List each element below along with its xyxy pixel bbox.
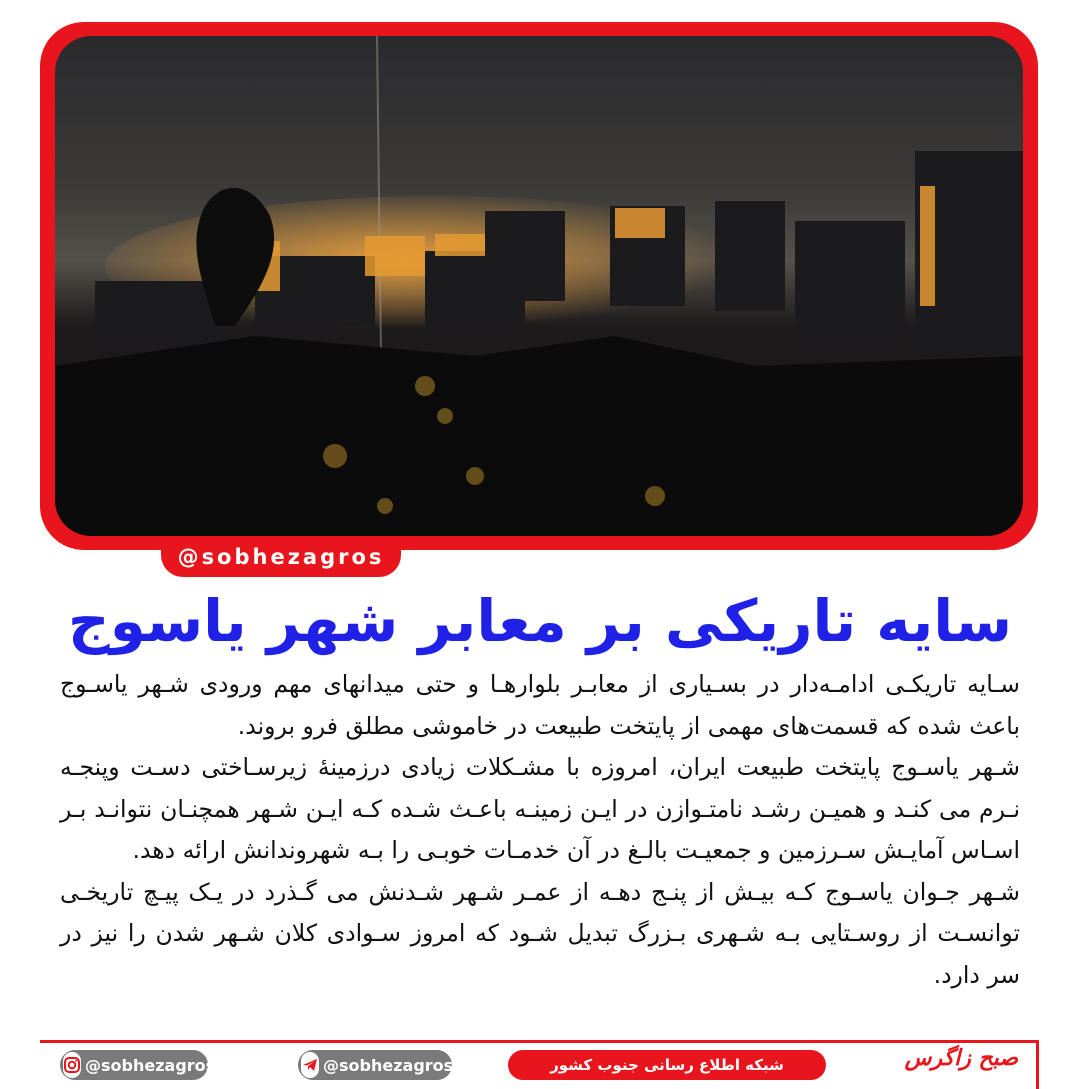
telegram-handle-text: @sobhezagros <box>323 1055 454 1075</box>
night-city-photo <box>55 36 1023 536</box>
network-label: شبکه اطلاع رسانی جنوب کشور <box>508 1050 826 1080</box>
paragraph: شـهر یاسـوج پایتخت طبیعت ایران، امروزه با مشـکلات زیادی درزمینهٔ زیرسـاختی دسـت وپنجـه نـرم می کنـد و همیـن رشـد نامتـوازن در ایـن زمینـه باعـث شـده کـه ایـن شـهر همچنـان نتوانـد بـر اسـاس آمایـش سـرزمین و جمعیـت بالـغ در آن خدمـات خوبـی را بـه شهروندانش ارائه دهد. <box>60 753 1020 864</box>
instagram-icon <box>63 1052 81 1078</box>
handle-tab: @sobhezagros <box>161 537 401 577</box>
foreground-hill <box>55 336 1023 536</box>
telegram-icon <box>301 1052 319 1078</box>
paragraph: شـهر جـوان یاسـوج کـه بیـش از پنـج دهـه از عمـر شـهر شـدنش می گـذرد در یـک پیـچ تاریخـی توانسـت از روسـتایی بـه شـهری بـزرگ تبدیل شـود که امروز سـوادی کلان شـهر شدن را نیز در سر دارد. <box>60 877 1020 989</box>
city-skyline-illustration <box>55 36 1023 536</box>
footer-divider-vertical <box>1036 1040 1039 1089</box>
instagram-handle-text: @sobhezagros <box>85 1055 216 1075</box>
paragraph: سـایه تاریکـی ادامـه‌دار در بسـیاری از معابـر بلوارهـا و حتی میدانهای مهم ورودی شـهر یاسـوج باعث شده که قسمت‌های مهمی از پایتخت طبیعت در خاموشی مطلق فرو بروند. <box>60 670 1020 740</box>
brand-logo-text: صبح زاگرس <box>904 1046 1018 1071</box>
headline: سایه تاریکی بر معابر شهر یاسوج <box>67 587 1013 655</box>
telegram-handle[interactable] <box>298 1050 452 1080</box>
footer-divider <box>40 1040 1038 1043</box>
instagram-handle[interactable] <box>60 1050 216 1080</box>
article-body <box>60 664 1020 996</box>
